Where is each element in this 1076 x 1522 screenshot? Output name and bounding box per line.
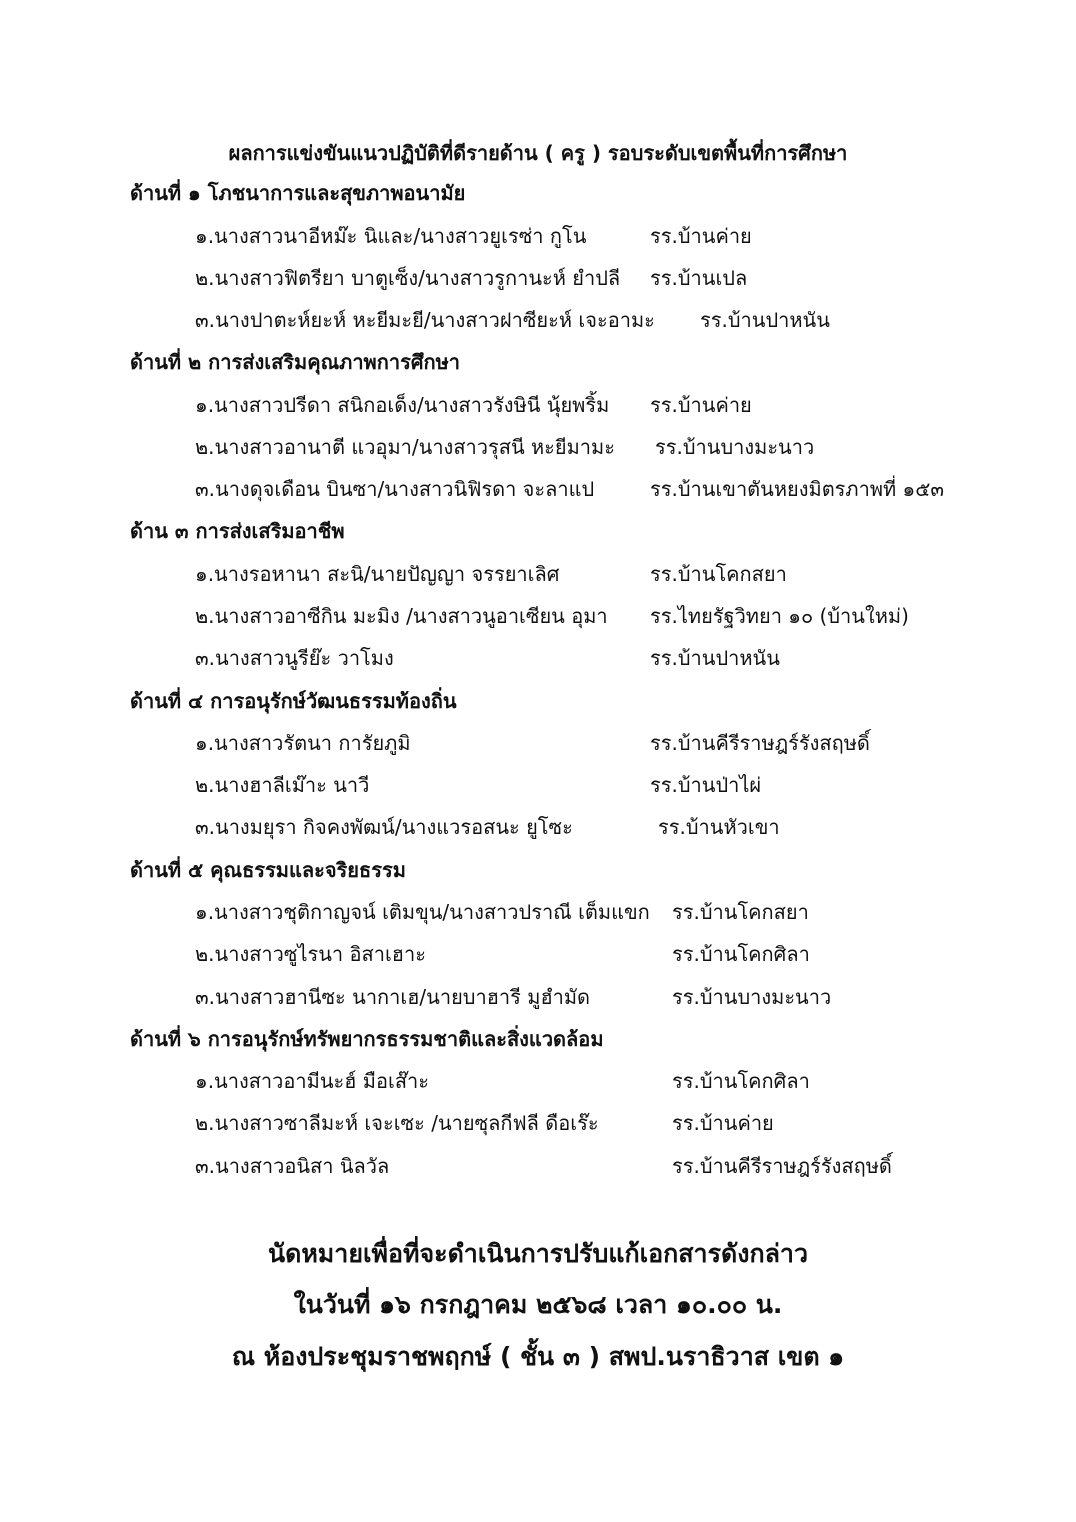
- entry-name: ๒.นางสาวซูไรนา อิสาเฮาะ: [195, 942, 426, 966]
- entry-name: ๑.นางสาวรัตนา การัยภูมิ: [195, 731, 411, 755]
- entry-school: รร.บ้านหัวเขา: [658, 815, 780, 839]
- entry-school: รร.บ้านคีรีราษฎร์รังสฤษดิ์: [672, 1154, 892, 1178]
- entry-school: รร.บ้านเปล: [650, 266, 748, 290]
- entry-name: ๓.นางสาวอนิสา นิลวัล: [195, 1154, 390, 1178]
- entry-name: ๒.นางสาวอานาตี แวอุมา/นางสาวรุสนี หะยีมามะ: [195, 435, 615, 459]
- entry-school: รร.บ้านโคกสยา: [650, 562, 787, 586]
- entry-name: ๑.นางสาวอามีนะฮ์ มือเส๊าะ: [195, 1069, 430, 1093]
- notice-line-2: ในวันที่ ๑๖ กรกฎาคม ๒๕๖๘ เวลา ๑๐.๐๐ น.: [293, 1290, 783, 1319]
- entry-name: ๑.นางสาวชุติกาญจน์ เติมขุน/นางสาวปราณี เต็มแขก: [195, 900, 650, 924]
- entry-name: ๒.นางฮาลีเม๊าะ นาวี: [195, 773, 370, 797]
- section-heading-4: ด้านที่ ๔ การอนุรักษ์วัฒนธรรมท้องถิ่น: [130, 689, 457, 713]
- entry-school: รร.บ้านโคกศิลา: [672, 942, 810, 966]
- entry-school: รร.ไทยรัฐวิทยา ๑๐ (บ้านใหม่): [650, 604, 909, 628]
- entry-school: รร.บ้านค่าย: [650, 224, 752, 248]
- entry-name: ๓.นางสาวนูรีย๊ะ วาโมง: [195, 646, 394, 670]
- entry-school: รร.บ้านโคกสยา: [672, 900, 809, 924]
- entry-school: รร.บ้านโคกศิลา: [672, 1069, 810, 1093]
- section-heading-6: ด้านที่ ๖ การอนุรักษ์ทรัพยากรธรรมชาติและสิ่งแวดล้อม: [130, 1027, 604, 1051]
- notice-line-1: นัดหมายเพื่อที่จะดำเนินการปรับแก้เอกสารดังกล่าว: [268, 1239, 808, 1268]
- entry-name: ๑.นางรอหานา สะนิ/นายปัญญา จรรยาเลิศ: [195, 562, 560, 586]
- entry-name: ๓.นางดุจเดือน บินซา/นางสาวนิฟิรดา จะลาแป: [195, 477, 595, 501]
- section-heading-1: ด้านที่ ๑ โภชนาการและสุขภาพอนามัย: [130, 181, 466, 205]
- document-title: ผลการแข่งขันแนวปฏิบัติที่ดีรายด้าน ( ครู ) รอบระดับเขตพื้นที่การศึกษา: [228, 141, 848, 165]
- entry-school: รร.บ้านปาหนัน: [650, 646, 780, 670]
- entry-school: รร.บ้านค่าย: [672, 1111, 774, 1135]
- entry-name: ๒.นางสาวฟิตรียา บาตูเซ็ง/นางสาวรูกานะห์ ยำปลี: [195, 266, 621, 290]
- section-heading-5: ด้านที่ ๕ คุณธรรมและจริยธรรม: [130, 858, 406, 882]
- entry-school: รร.บ้านบางมะนาว: [655, 435, 815, 459]
- entry-name: ๑.นางสาวปรีดา สนิกอเด็ง/นางสาวรังษินี นุ้ยพริ้ม: [195, 393, 610, 417]
- entry-name: ๑.นางสาวนาอีหม๊ะ นิและ/นางสาวยูเรซ่า กูโน: [195, 224, 587, 248]
- entry-school: รร.บ้านเขาตันหยงมิตรภาพที่ ๑๕๓: [650, 477, 945, 501]
- entry-school: รร.บ้านปาหนัน: [700, 308, 830, 332]
- entry-name: ๓.นางมยุรา กิจคงพัฒน์/นางแวรอสนะ ยูโซะ: [195, 815, 573, 839]
- entry-school: รร.บ้านบางมะนาว: [672, 985, 832, 1009]
- notice-line-3: ณ ห้องประชุมราชพฤกษ์ ( ชั้น ๓ ) สพป.นราธิวาส เขต ๑: [231, 1342, 845, 1371]
- entry-school: รร.บ้านคีรีราษฎร์รังสฤษดิ์: [650, 731, 870, 755]
- entry-name: ๓.นางปาตะห์ยะห์ หะยีมะยี/นางสาวฝาซียะห์ เจะอามะ: [195, 308, 655, 332]
- section-heading-2: ด้านที่ ๒ การส่งเสริมคุณภาพการศึกษา: [130, 350, 461, 374]
- entry-name: ๒.นางสาวอาซีกิน มะมิง /นางสาวนูอาเซียน อุมา: [195, 604, 608, 628]
- entry-school: รร.บ้านป่าไผ่: [650, 773, 762, 797]
- entry-name: ๒.นางสาวซาลีมะห์ เจะเซะ /นายซุลกีฟลี ดือเร๊ะ: [195, 1111, 599, 1135]
- entry-school: รร.บ้านค่าย: [650, 393, 752, 417]
- entry-name: ๓.นางสาวฮานีซะ นากาเฮ/นายบาฮารี มูฮำมัด: [195, 985, 591, 1009]
- section-heading-3: ด้าน ๓ การส่งเสริมอาชีพ: [130, 519, 345, 543]
